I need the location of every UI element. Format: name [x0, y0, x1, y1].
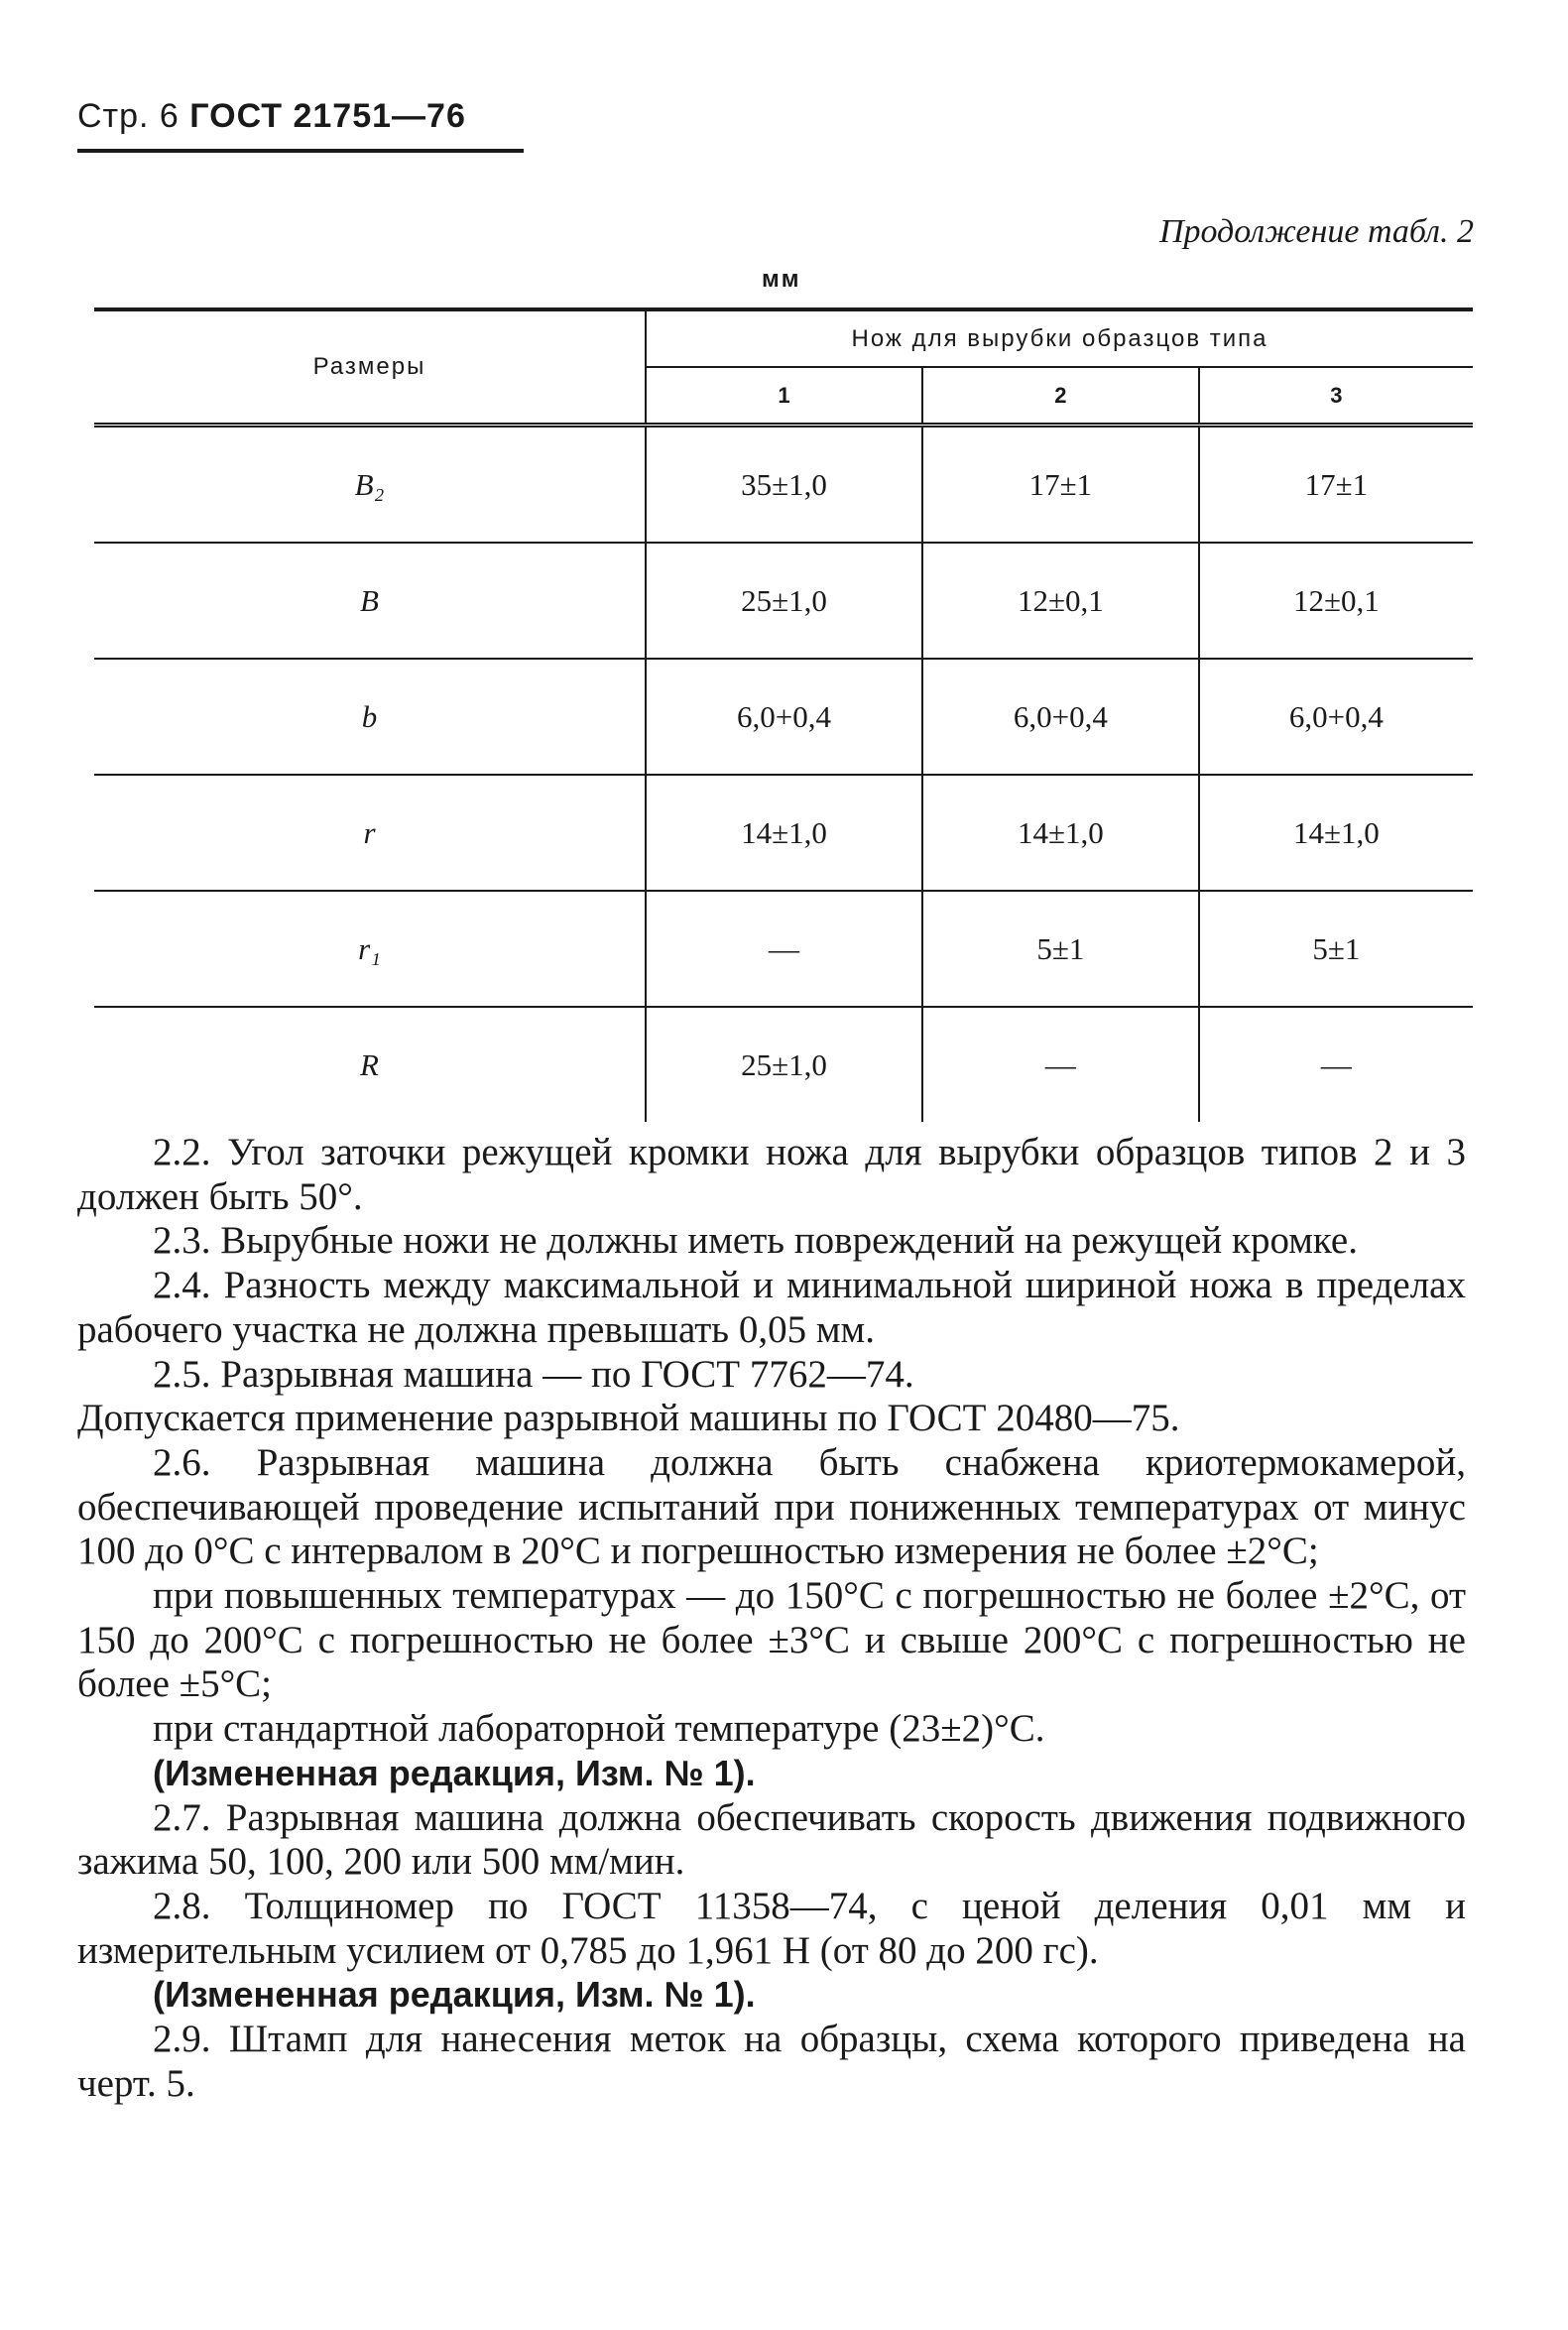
cell-type-2: — — [922, 1007, 1199, 1122]
cell-type-3: 17±1 — [1199, 426, 1473, 544]
cell-type-1: — — [646, 891, 922, 1007]
column-header-sizes: Размеры — [312, 353, 426, 380]
table-row — [94, 1007, 1473, 1122]
column-header-type-3: 3 — [1199, 367, 1473, 426]
cell-type-2: 12±0,1 — [922, 543, 1199, 659]
dimensions-table — [94, 307, 1473, 1122]
cell-type-2: 14±1,0 — [922, 775, 1199, 891]
standard-number: ГОСТ 21751—76 — [189, 97, 466, 135]
table-row — [94, 543, 1473, 659]
amendment-note: (Измененная редакция, Изм. № 1). — [153, 1752, 756, 1793]
paragraph-2-8: 2.8. Толщиномер по ГОСТ 11358—74, с ценой деления 0,01 мм и измерительным усилием от 0,785 до 1,961 Н (от 80 до 200 гс). — [77, 1884, 1466, 1972]
table-row — [94, 891, 1473, 1007]
amendment-note: (Измененная редакция, Изм. № 1). — [153, 1974, 756, 2016]
paragraph-2-5-note: Допускается применение разрывной машины по ГОСТ 20480—75. — [77, 1397, 1180, 1440]
row-size-label: R — [360, 1046, 379, 1082]
column-header-type-2: 2 — [922, 367, 1199, 426]
paragraph-2-6-std-temp: при стандартной лабораторной температуре (23±2)°С. — [153, 1707, 1045, 1751]
cell-type-2: 17±1 — [922, 426, 1199, 544]
row-size-label: r — [94, 775, 646, 891]
row-size-label: B₂ — [94, 426, 646, 544]
cell-type-1: 35±1,0 — [646, 426, 922, 544]
table-row — [94, 775, 1473, 891]
paragraph-2-3: 2.3. Вырубные ножи не должны иметь повреждений на режущей кромке. — [153, 1219, 1358, 1263]
cell-type-1: 25±1,0 — [646, 543, 922, 659]
paragraph-2-2: 2.2. Угол заточки режущей кромки ножа для вырубки образцов типов 2 и 3 должен быть 50°. — [77, 1131, 1466, 1218]
header-rule — [77, 149, 524, 153]
table-row — [94, 659, 1473, 775]
paragraph-2-4: 2.4. Разность между максимальной и минимальной шириной ножа в пределах рабочего участка не должна превышать 0,05 мм. — [77, 1264, 1466, 1351]
column-group-knife-type: Нож для вырубки образцов типа — [646, 309, 1473, 367]
row-size-label: r₁ — [94, 891, 646, 1007]
table-row — [94, 426, 1473, 544]
table-continuation-label: Продолжение табл. 2 — [1158, 213, 1474, 250]
paragraph-2-5: 2.5. Разрывная машина — по ГОСТ 7762—74. — [153, 1352, 914, 1396]
paragraph-2-6-high-temp: при повышенных температурах — до 150°С с погрешностью не более ±2°С, от 150 до 200°С с погрешностью не более ±3°С и свыше 200°С с погрешностью не более ±5°С; — [77, 1574, 1466, 1706]
cell-type-1: 14±1,0 — [646, 775, 922, 891]
page-header — [77, 97, 466, 136]
table-units: мм — [762, 266, 801, 293]
paragraph-2-6: 2.6. Разрывная машина должна быть снабжена криотермокамерой, обеспечивающей проведение испытаний при пониженных температурах от минус 100 до 0°С с интервалом в 20°С и погрешностью измерения не более ±2°С; — [77, 1440, 1466, 1573]
cell-type-3: 14±1,0 — [1199, 775, 1473, 891]
cell-type-2: 5±1 — [922, 891, 1199, 1007]
cell-type-1: 6,0+0,4 — [646, 659, 922, 775]
row-size-label: b — [94, 659, 646, 775]
cell-type-2: 6,0+0,4 — [922, 659, 1199, 775]
cell-type-3: 6,0+0,4 — [1199, 659, 1473, 775]
column-header-type-1: 1 — [646, 367, 922, 426]
cell-type-3: 5±1 — [1199, 891, 1473, 1007]
paragraph-2-7: 2.7. Разрывная машина должна обеспечивать скорость движения подвижного зажима 50, 100, 200 или 500 мм/мин. — [77, 1795, 1466, 1884]
cell-type-3: 12±0,1 — [1199, 543, 1473, 659]
cell-type-3: — — [1199, 1007, 1473, 1122]
body-text — [77, 1131, 1466, 2106]
row-size-label: B — [94, 543, 646, 659]
paragraph-2-9: 2.9. Штамп для нанесения меток на образцы, схема которого приведена на черт. 5. — [77, 2018, 1466, 2105]
cell-type-1: 25±1,0 — [646, 1007, 922, 1122]
page-number: Стр. 6 — [77, 97, 180, 135]
